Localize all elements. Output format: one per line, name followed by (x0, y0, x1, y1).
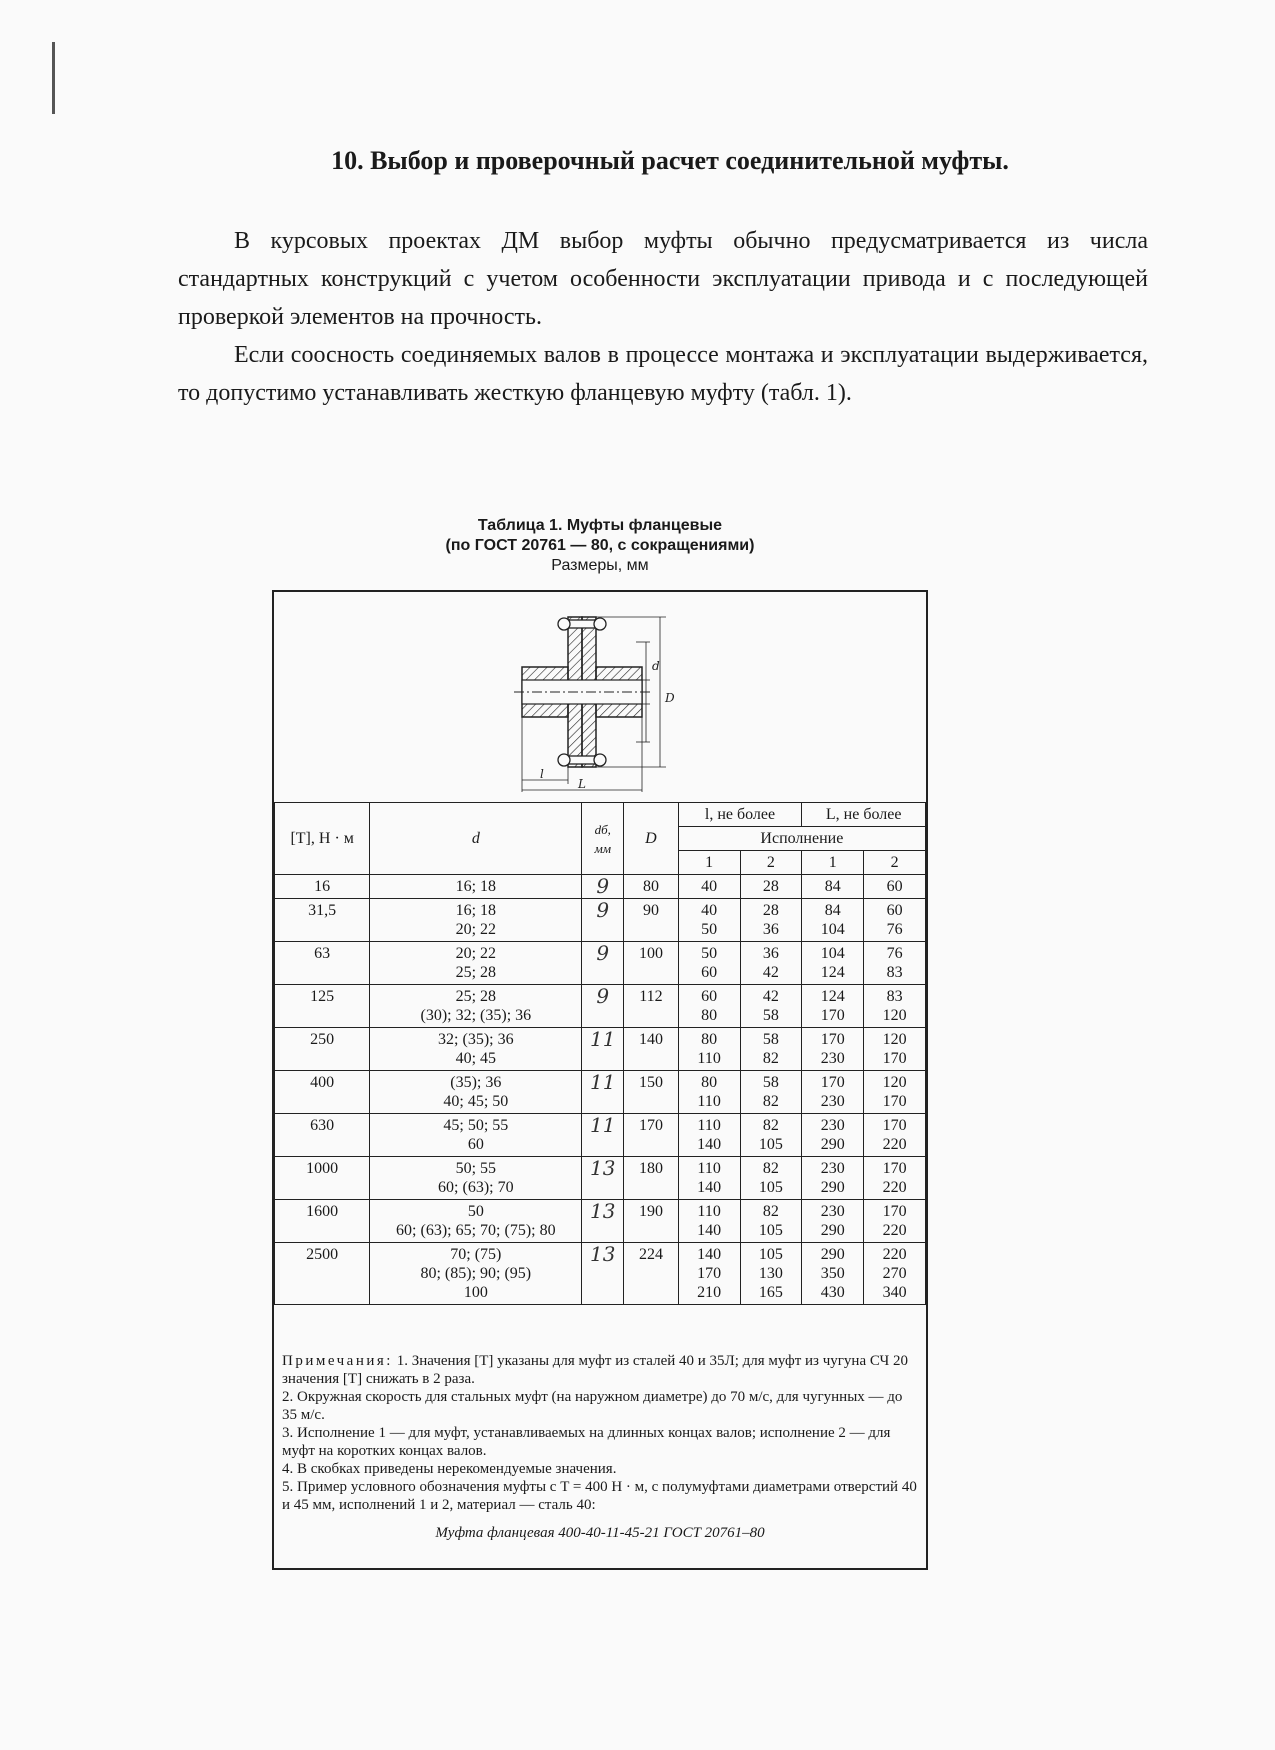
cell-l1 (678, 1114, 740, 1157)
cell-line: 290 (820, 1136, 845, 1153)
table-row (275, 899, 926, 942)
cell-line: 110 (697, 1203, 721, 1220)
cell-l2 (864, 1114, 926, 1157)
cell-d: 90 (624, 899, 679, 942)
cell-l1 (678, 1200, 740, 1243)
cell-l2 (740, 942, 802, 985)
cell-line: 130 (758, 1265, 783, 1282)
cell-l2 (864, 875, 926, 899)
cell-line: 230 (820, 1160, 845, 1177)
cell-line: 170 (882, 1093, 907, 1110)
cell-line: 82 (762, 1050, 779, 1067)
cell-line: (35); 36 (450, 1074, 502, 1091)
cell-line: 140 (697, 1136, 722, 1153)
cell-l1 (678, 1243, 740, 1305)
cell-line: 220 (882, 1222, 907, 1239)
cell-d: 224 (624, 1243, 679, 1305)
cell-line: 220 (882, 1136, 907, 1153)
designation-example: Муфта фланцевая 400-40-11-45-21 ГОСТ 20761–80 (435, 1525, 765, 1541)
note-4: 4. В скобках приведены нерекомендуемые значения. (282, 1461, 617, 1477)
cell-line: 210 (697, 1284, 722, 1301)
cell-l1 (802, 899, 864, 942)
cell-t: 1600 (275, 1200, 370, 1243)
cell-line: (30); 32; (35); 36 (420, 1007, 532, 1024)
table-row (275, 1243, 926, 1305)
cell-line: 45; 50; 55 (443, 1117, 509, 1134)
cell-line: 120 (882, 1074, 907, 1091)
header-exec-1b: 1 (802, 851, 864, 875)
cell-line: 105 (758, 1222, 783, 1239)
cell-d (370, 875, 582, 899)
cell-line: 80 (701, 1007, 718, 1024)
cell-l2 (864, 942, 926, 985)
cell-t: 1000 (275, 1157, 370, 1200)
table-body (275, 875, 926, 1305)
cell-line: 50; 55 (455, 1160, 497, 1177)
cell-l2 (864, 1028, 926, 1071)
cell-line: 120 (882, 1007, 907, 1024)
cell-line: 124 (820, 988, 845, 1005)
cell-line: 170 (697, 1265, 722, 1282)
cell-t: 250 (275, 1028, 370, 1071)
cell-line: 350 (820, 1265, 845, 1282)
cell-d (370, 942, 582, 985)
cell-l1 (678, 1071, 740, 1114)
cell-line: 110 (697, 1160, 721, 1177)
cell-line: 60 (886, 902, 903, 919)
cell-line: 58 (762, 1007, 779, 1024)
cell-line: 105 (758, 1179, 783, 1196)
cell-line: 40; 45 (455, 1050, 497, 1067)
cell-l2 (740, 1114, 802, 1157)
cell-line: 28 (762, 878, 779, 895)
cell-line: 82 (762, 1203, 779, 1220)
header-D: D (624, 803, 679, 875)
cell-d: 80 (624, 875, 679, 899)
coupling-table (272, 590, 928, 1570)
flange-coupling-diagram (274, 592, 926, 802)
cell-line: 60; (63); 65; 70; (75); 80 (396, 1222, 556, 1239)
cell-line: 110 (697, 1117, 721, 1134)
cell-line: 270 (882, 1265, 907, 1282)
cell-line: 36 (762, 921, 779, 938)
cell-line: 50 (467, 1203, 484, 1220)
cell-line: 82 (762, 1160, 779, 1177)
cell-t: 2500 (275, 1243, 370, 1305)
cell-line: 60 (467, 1136, 484, 1153)
cell-d (370, 985, 582, 1028)
cell-d: 180 (624, 1157, 679, 1200)
cell-line: 83 (886, 964, 903, 981)
cell-line: 290 (820, 1179, 845, 1196)
cell-line: 110 (697, 1050, 721, 1067)
cell-line: 58 (762, 1074, 779, 1091)
label-L: L (578, 777, 586, 791)
cell-d: 150 (624, 1071, 679, 1114)
table-standard: (по ГОСТ 20761 — 80, с сокращениями) (445, 537, 755, 554)
cell-d (370, 1243, 582, 1305)
cell-l1 (802, 1243, 864, 1305)
table-row (275, 942, 926, 985)
header-exec-1: 1 (678, 851, 740, 875)
cell-line: 84 (824, 878, 841, 895)
cell-l2 (740, 1157, 802, 1200)
cell-l1 (678, 985, 740, 1028)
table-row (275, 1200, 926, 1243)
cell-l2 (740, 1243, 802, 1305)
cell-d (370, 899, 582, 942)
cell-l1 (678, 942, 740, 985)
table-row (275, 1028, 926, 1071)
cell-line: 340 (882, 1284, 907, 1301)
cell-l1 (678, 875, 740, 899)
cell-line: 170 (882, 1203, 907, 1220)
label-d: d (652, 659, 660, 673)
table-row (275, 1071, 926, 1114)
cell-line: 165 (758, 1284, 783, 1301)
cell-l2 (740, 1200, 802, 1243)
cell-l1 (678, 1028, 740, 1071)
cell-line: 170 (820, 1031, 845, 1048)
cell-line: 170 (882, 1160, 907, 1177)
header-db (582, 803, 624, 875)
note-5: 5. Пример условного обозначения муфты с T = 400 Н · м, с полумуфтами диаметрами отверстий 40 и 45 мм, исполнений 1 и 2, материал — сталь 40: (282, 1479, 917, 1513)
cell-line: 40; 45; 50 (443, 1093, 509, 1110)
cell-line: 42 (762, 988, 779, 1005)
label-D: D (665, 691, 675, 705)
cell-line: 25; 28 (455, 988, 497, 1005)
cell-t: 125 (275, 985, 370, 1028)
header-l: l, не более (678, 803, 802, 827)
cell-d: 100 (624, 942, 679, 985)
cell-l2 (740, 985, 802, 1028)
cell-line: 82 (762, 1093, 779, 1110)
cell-l1 (802, 1071, 864, 1114)
cell-line: 50 (701, 945, 718, 962)
cell-line: 170 (820, 1074, 845, 1091)
cell-line: 40 (701, 902, 718, 919)
header-d: d (370, 803, 582, 875)
cell-line: 105 (758, 1246, 783, 1263)
cell-l1 (802, 1028, 864, 1071)
table-title: Таблица 1. Муфты фланцевые (477, 517, 723, 534)
cell-line: 104 (820, 945, 845, 962)
table-row (275, 875, 926, 899)
cell-line: 20; 22 (455, 921, 497, 938)
cell-l2 (864, 1157, 926, 1200)
cell-line: 290 (820, 1246, 845, 1263)
cell-db: 9 (582, 985, 624, 1028)
header-L: L, не более (802, 803, 926, 827)
cell-line: 230 (820, 1117, 845, 1134)
cell-d: 190 (624, 1200, 679, 1243)
cell-db: 11 (582, 1114, 624, 1157)
cell-l2 (740, 899, 802, 942)
cell-d: 140 (624, 1028, 679, 1071)
cell-t: 63 (275, 942, 370, 985)
cell-line: 76 (886, 945, 903, 962)
cell-l2 (864, 1243, 926, 1305)
cell-line: 220 (882, 1246, 907, 1263)
table-row (275, 1114, 926, 1157)
cell-l2 (740, 1028, 802, 1071)
cell-l1 (678, 899, 740, 942)
header-db-unit: мм (594, 840, 612, 856)
cell-l2 (864, 1071, 926, 1114)
cell-line: 16; 18 (455, 902, 497, 919)
cell-l1 (802, 875, 864, 899)
note-2: 2. Окружная скорость для стальных муфт (на наружном диаметре) до 70 м/с, для чугунных — до 35 м/с. (282, 1389, 903, 1423)
cell-d (370, 1157, 582, 1200)
cell-line: 32; (35); 36 (438, 1031, 514, 1048)
table-notes (282, 1352, 918, 1542)
cell-l1 (802, 1200, 864, 1243)
cell-line: 82 (762, 1117, 779, 1134)
cell-db: 11 (582, 1028, 624, 1071)
cell-d (370, 1114, 582, 1157)
table-row (275, 985, 926, 1028)
cell-line: 16; 18 (455, 878, 497, 895)
cell-line: 110 (697, 1093, 721, 1110)
cell-l2 (740, 1071, 802, 1114)
cell-db: 13 (582, 1243, 624, 1305)
cell-d (370, 1028, 582, 1071)
cell-db: 9 (582, 875, 624, 899)
cell-d (370, 1071, 582, 1114)
cell-line: 60 (701, 988, 718, 1005)
cell-line: 105 (758, 1136, 783, 1153)
cell-line: 60; (63); 70 (438, 1179, 514, 1196)
cell-line: 84 (824, 902, 841, 919)
cell-line: 290 (820, 1222, 845, 1239)
cell-l1 (802, 1114, 864, 1157)
header-exec-2b: 2 (864, 851, 926, 875)
label-l: l (540, 767, 544, 781)
cell-db: 9 (582, 899, 624, 942)
cell-line: 28 (762, 902, 779, 919)
cell-line: 220 (882, 1179, 907, 1196)
cell-l2 (864, 985, 926, 1028)
cell-line: 104 (820, 921, 845, 938)
cell-line: 60 (886, 878, 903, 895)
cell-d: 112 (624, 985, 679, 1028)
cell-line: 230 (820, 1050, 845, 1067)
cell-l2 (740, 875, 802, 899)
coupling-data-table (274, 802, 926, 1305)
cell-line: 140 (697, 1246, 722, 1263)
cell-t: 400 (275, 1071, 370, 1114)
cell-line: 36 (762, 945, 779, 962)
header-exec-2: 2 (740, 851, 802, 875)
cell-line: 140 (697, 1222, 722, 1239)
cell-line: 58 (762, 1031, 779, 1048)
cell-line: 124 (820, 964, 845, 981)
cell-line: 80 (701, 1031, 718, 1048)
cell-line: 40 (701, 878, 718, 895)
cell-line: 140 (697, 1179, 722, 1196)
table-units: Размеры, мм (551, 557, 649, 574)
cell-line: 170 (820, 1007, 845, 1024)
cell-line: 50 (701, 921, 718, 938)
cell-line: 60 (701, 964, 718, 981)
cell-line: 70; (75) (450, 1246, 502, 1263)
cell-line: 42 (762, 964, 779, 981)
notes-title: Примечания: (282, 1353, 393, 1369)
cell-l1 (802, 985, 864, 1028)
section-heading: 10. Выбор и проверочный расчет соединительной муфты. (331, 146, 1009, 175)
cell-line: 76 (886, 921, 903, 938)
cell-l1 (802, 942, 864, 985)
table-caption (270, 516, 930, 576)
table-row (275, 1157, 926, 1200)
cell-db: 13 (582, 1200, 624, 1243)
cell-line: 80 (701, 1074, 718, 1091)
cell-line: 230 (820, 1093, 845, 1110)
cell-line: 80; (85); 90; (95) (420, 1265, 532, 1282)
paragraph-1: В курсовых проектах ДМ выбор муфты обычно предусматривается из числа стандартных конструкций с учетом особенности эксплуатации привода и с последующей проверкой элементов на прочность. (178, 228, 1148, 330)
cell-line: 170 (882, 1050, 907, 1067)
cell-line: 20; 22 (455, 945, 497, 962)
cell-l1 (802, 1157, 864, 1200)
cell-db: 9 (582, 942, 624, 985)
cell-t: 16 (275, 875, 370, 899)
cell-l2 (864, 1200, 926, 1243)
cell-l1 (678, 1157, 740, 1200)
cell-t: 630 (275, 1114, 370, 1157)
cell-line: 230 (820, 1203, 845, 1220)
cell-db: 13 (582, 1157, 624, 1200)
cell-db: 11 (582, 1071, 624, 1114)
cell-t: 31,5 (275, 899, 370, 942)
cell-d (370, 1200, 582, 1243)
cell-line: 430 (820, 1284, 845, 1301)
note-3: 3. Исполнение 1 — для муфт, устанавливаемых на длинных концах валов; исполнение 2 — для муфт на коротких концах валов. (282, 1425, 891, 1459)
paragraph-2: Если соосность соединяемых валов в процессе монтажа и эксплуатации выдерживается, то допустимо устанавливать жесткую фланцевую муфту (табл. 1). (178, 342, 1148, 406)
cell-d: 170 (624, 1114, 679, 1157)
cell-line: 25; 28 (455, 964, 497, 981)
cell-line: 100 (463, 1284, 488, 1301)
header-torque: [T], Н · м (275, 803, 370, 875)
cell-line: 170 (882, 1117, 907, 1134)
cell-line: 120 (882, 1031, 907, 1048)
scan-edge-mark (52, 42, 55, 114)
note-1: 1. Значения [T] указаны для муфт из сталей 40 и 35Л; для муфт из чугуна СЧ 20 значения [T] снижать в 2 раза. (282, 1353, 908, 1387)
header-db-label: dб, (594, 821, 611, 837)
header-execution: Исполнение (678, 827, 925, 851)
cell-l2 (864, 899, 926, 942)
cell-line: 83 (886, 988, 903, 1005)
coupling-drawing (274, 592, 926, 803)
